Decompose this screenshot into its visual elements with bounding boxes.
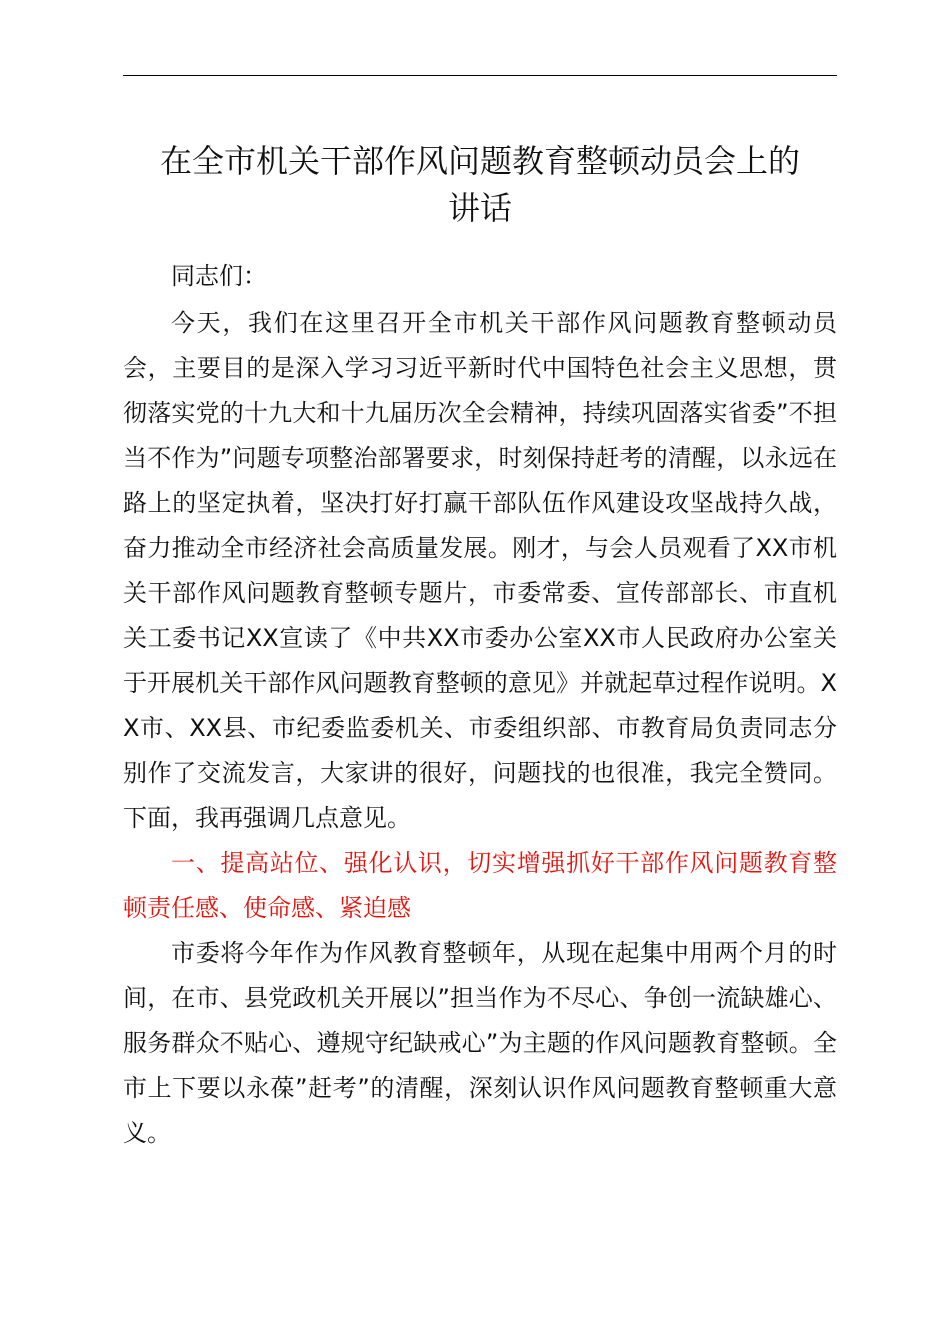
section-heading-1: 一、提高站位、强化认识，切实增强抓好干部作风问题教育整顿责任感、使命感、紧迫感 bbox=[123, 849, 837, 922]
title-line-2: 讲话 bbox=[447, 189, 512, 227]
header-rule bbox=[123, 75, 837, 76]
section-1-paragraph: 市委将今年作为作风教育整顿年，从现在起集中用两个月的时间，在市、县党政机关开展以”担当作为不尽心、争创一流缺雄心、服务群众不贴心、遵规守纪缺戒心”为主题的作风问题教育整顿。全市上下要以永葆”赶考”的清醒，深刻认识作风问题教育整顿重大意义。 bbox=[123, 939, 837, 1147]
title-line-1: 在全市机关干部作风问题教育整顿动员会上的 bbox=[159, 142, 800, 180]
document-body bbox=[123, 138, 837, 1156]
document-title bbox=[123, 138, 837, 232]
intro-paragraph: 今天，我们在这里召开全市机关干部作风问题教育整顿动员会，主要目的是深入学习习近平新时代中国特色社会主义思想，贯彻落实党的十九大和十九届历次全会精神，持续巩固落实省委”不担当不作为”问题专项整治部署要求，时刻保持赶考的清醒，以永远在路上的坚定执着，坚决打好打赢干部队伍作风建设攻坚战持久战，奋力推动全市经济社会高质量发展。刚才，与会人员观看了XX市机关干部作风问题教育整顿专题片，市委常委、宣传部部长、市直机关工委书记XX宣读了《中共XX市委办公室XX市人民政府办公室关于开展机关干部作风问题教育整顿的意见》并就起草过程作说明。XX市、XX县、市纪委监委机关、市委组织部、市教育局负责同志分别作了交流发言，大家讲的很好，问题找的也很准，我完全赞同。下面，我再强调几点意见。 bbox=[123, 309, 837, 832]
salutation: 同志们： bbox=[171, 262, 267, 290]
